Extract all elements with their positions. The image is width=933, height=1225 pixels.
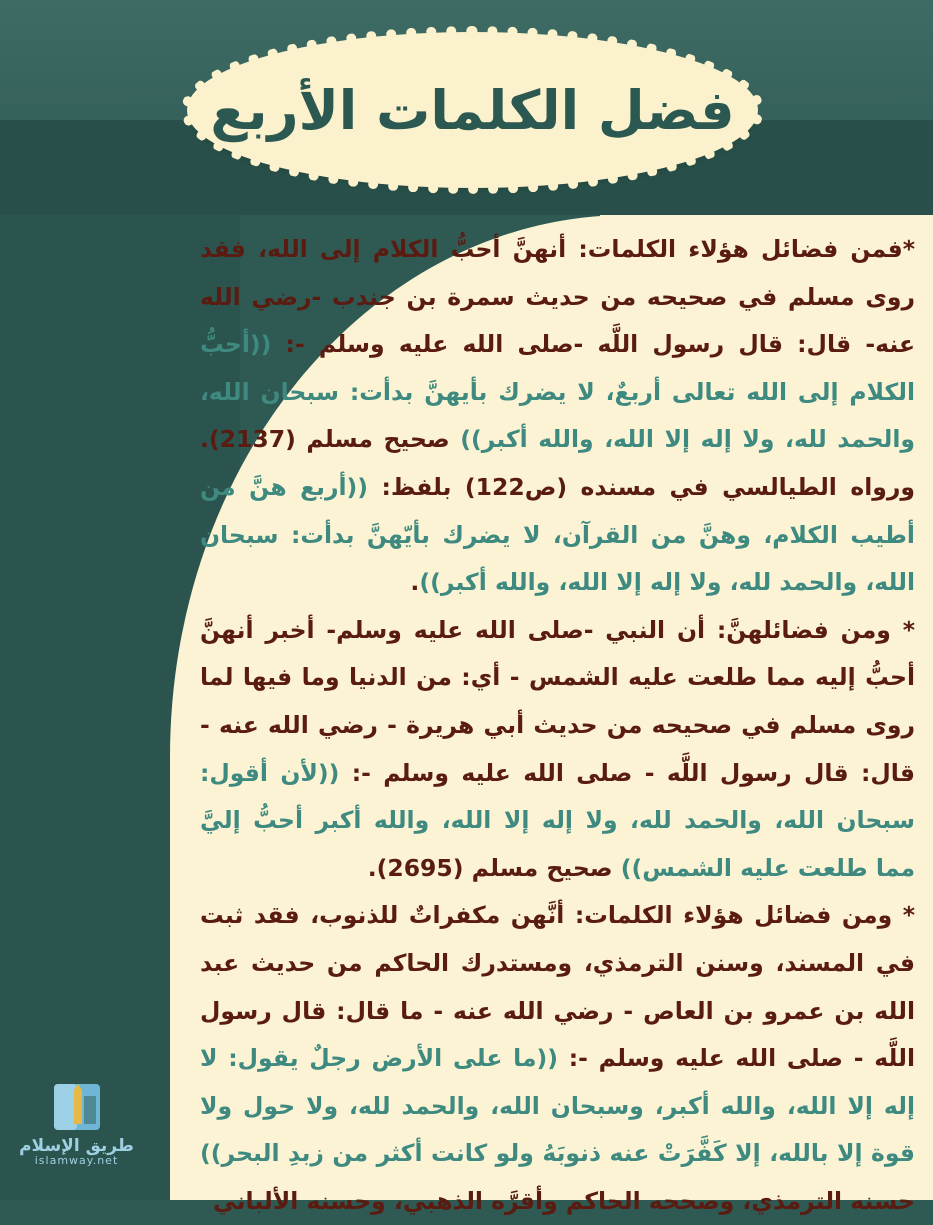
article-body (200, 226, 915, 1225)
logo-english-text: islamway.net (34, 1154, 119, 1167)
islamway-logo[interactable] (14, 1080, 139, 1180)
paragraph-1-text-1: *فمن فضائل هؤلاء الكلمات: أنهنَّ أحبُّ الكلام إلى الله، فقد روى مسلم في صحيحه من حديث سمرة بن جندب -رضي الله عنه- قال: قال رسول اللَّه -صلى الله عليه وسلم -: (200, 235, 915, 359)
paragraph-1-text-2: صحيح مسلم (2137). ورواه الطيالسي في مسنده (ص122) بلفظ: (200, 425, 915, 501)
paragraph-1-quote-1: ((أحبُّ الكلام إلى الله تعالى أربعٌ، لا يضرك بأيهنَّ بدأت: سبحان الله، والحمد لله، ولا إله إلا الله، والله أكبر)) (200, 330, 915, 454)
paragraph-3 (200, 892, 915, 1225)
paragraph-3-text-2: حسنه الترمذي، وصححه الحاكم وأقرَّه الذهبي، وحسنه الألباني (212, 1186, 915, 1215)
paragraph-2-quote-1: ((لأن أقول: سبحان الله، والحمد لله، ولا إله إلا الله، والله أكبر أحبُّ إليَّ مما طلعت عليه الشمس)) (200, 758, 915, 882)
paragraph-1-quote-2: ((أربع هنَّ من أطيب الكلام، وهنَّ من القرآن، لا يضرك بأيّهنَّ بدأت: سبحان الله، والحمد لله، ولا إله إلا الله، والله أكبر)) (200, 472, 915, 597)
paragraph-2-text-2: صحيح مسلم (2695). (367, 853, 621, 882)
islamway-logo-icon (50, 1080, 104, 1134)
paragraph-2-text-1: * ومن فضائلهنَّ: أن النبي -صلى الله عليه وسلم- أخبر أنهنَّ أحبُّ إليه مما طلعت عليه الشمس - أي: من الدنيا وما فيها لما روى مسلم في صحيحه من حديث أبي هريرة - رضي الله عنه - قال: قال رسول اللَّه - صلى الله عليه وسلم -: (200, 615, 915, 787)
paragraph-1-text-3: . (410, 568, 420, 597)
title-badge (195, 40, 750, 180)
paragraph-3-quote-1: ((ما على الأرض رجلٌ يقول: لا إله إلا الله، والله أكبر، وسبحان الله، والحمد لله، ولا حول ولا قوة إلا بالله، إلا كَفَّرَتْ عنه ذنوبَهُ ولو كانت أكثر من زبدِ البحر)) (200, 1044, 915, 1168)
logo-arabic-text: طريق الإسلام (19, 1136, 134, 1156)
page-title: فضل الكلمات الأربع (210, 78, 735, 142)
paragraph-2 (200, 607, 915, 893)
paragraph-1 (200, 226, 915, 607)
paragraph-3-text-1: * ومن فضائل هؤلاء الكلمات: أنَّهن مكفراتٌ للذنوب، فقد ثبت في المسند، وسنن الترمذي، ومستدرك الحاكم من حديث عبد الله بن عمرو بن العاص - رضي الله عنه - ما قال: قال رسول اللَّه - صلى الله عليه وسلم -: (200, 901, 915, 1073)
